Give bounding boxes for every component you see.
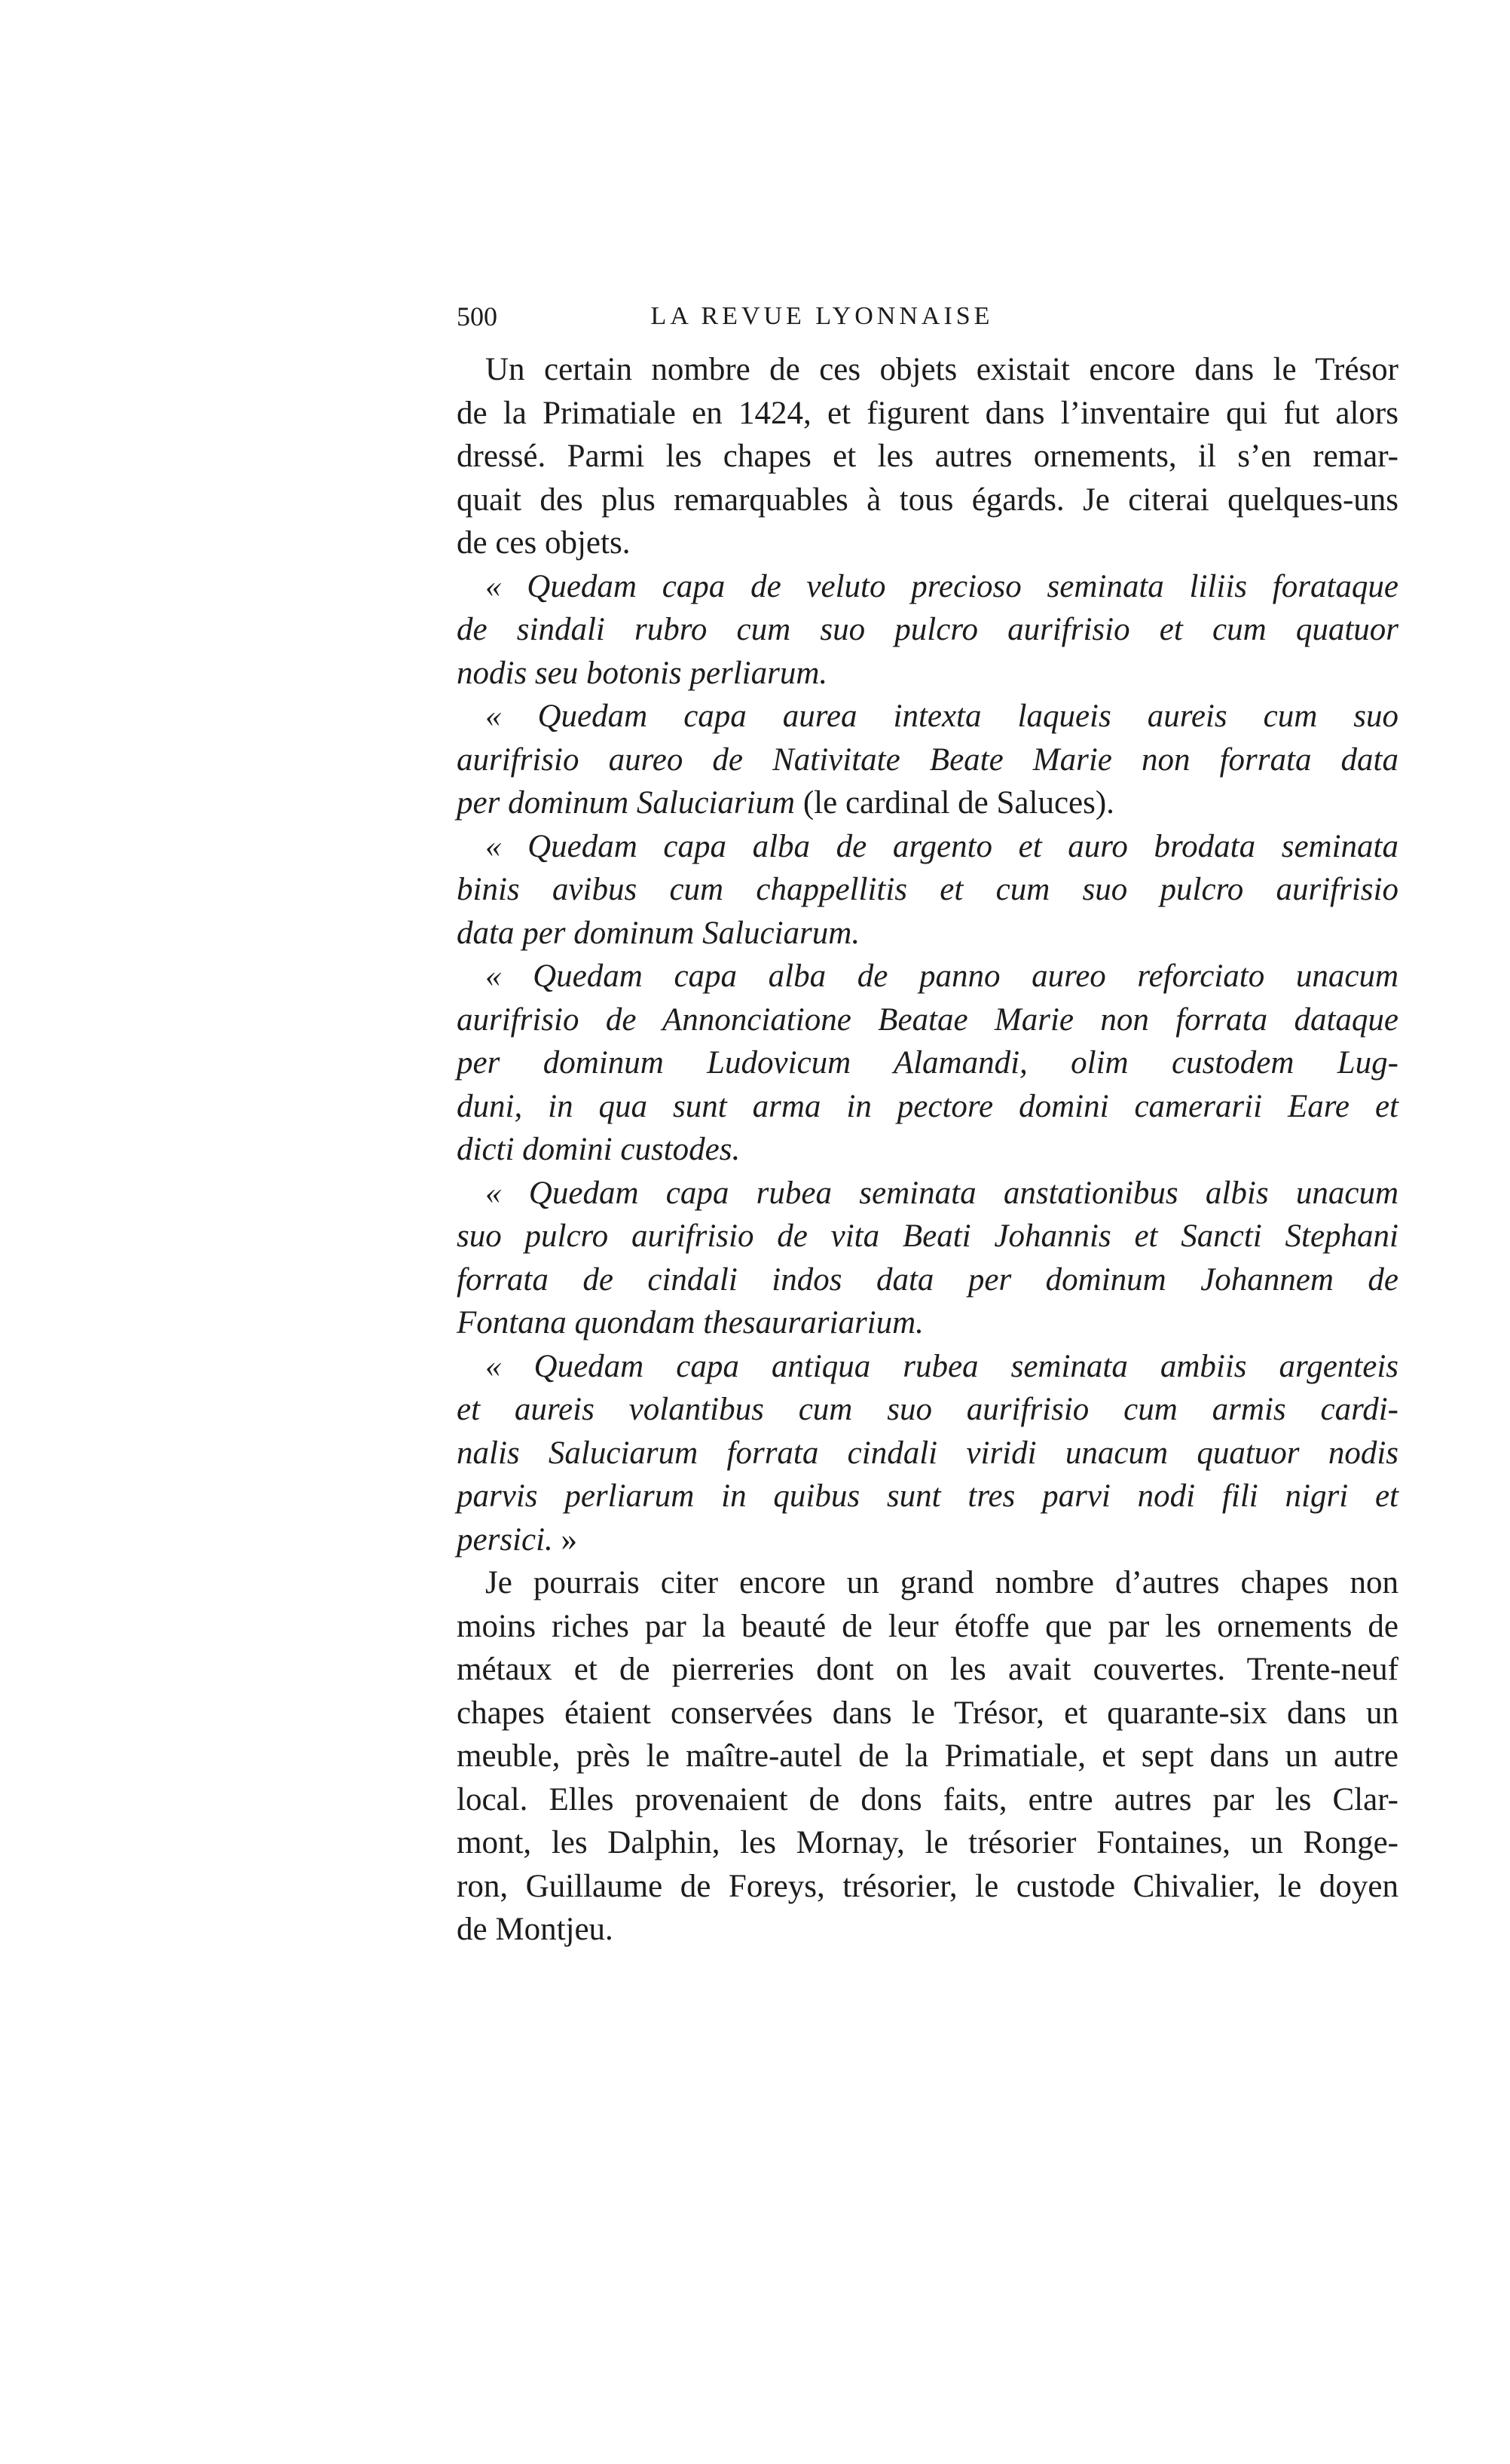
text-line-content: de ces objets. — [457, 525, 631, 561]
text-line — [457, 1085, 1398, 1129]
text-line — [457, 1432, 1398, 1475]
text-line-content: nalis Saluciarum forrata cindali viridi unacum quatuor nodis — [457, 1435, 1398, 1471]
text-line — [457, 1172, 1398, 1215]
text-line-content: local. Elles provenaient de dons faits, entre autres par les Clar- — [457, 1781, 1398, 1817]
text-line — [457, 1821, 1398, 1865]
text-line — [457, 1908, 1398, 1952]
text-line — [457, 1301, 1398, 1345]
text-line-content: de la Primatiale en 1424, et figurent dans l’inventaire qui fut alors — [457, 395, 1398, 431]
text-line-content: parvis perliarum in quibus sunt tres parvi nodi fili nigri et — [457, 1478, 1398, 1514]
text-line-content: « Quedam capa rubea seminata anstationibus albis unacum — [485, 1175, 1398, 1211]
text-line — [457, 1258, 1398, 1302]
text-line — [457, 565, 1398, 609]
text-line-content: persici. — [457, 1521, 553, 1558]
text-line-content: meuble, près le maître-autel de la Primatiale, et sept dans un autre — [457, 1738, 1398, 1774]
text-line-content: « Quedam capa aurea intexta laqueis aureis cum suo — [485, 699, 1398, 734]
text-line — [457, 608, 1398, 652]
text-line — [457, 1518, 1398, 1562]
text-line — [457, 1865, 1398, 1909]
text-line — [457, 348, 1398, 392]
text-line-content: per dominum Ludovicum Alamandi, olim custodem Lug- — [457, 1045, 1398, 1081]
text-line-suffix: (le cardinal de Saluces). — [795, 785, 1114, 821]
text-line — [457, 955, 1398, 998]
text-line-content: Je pourrais citer encore un grand nombre d’autres chapes non — [485, 1565, 1398, 1600]
text-line-content: « Quedam capa alba de argento et auro brodata seminata — [485, 828, 1398, 864]
text-line — [457, 478, 1398, 522]
text-line — [457, 912, 1398, 955]
text-line — [457, 1041, 1398, 1085]
text-line — [457, 1215, 1398, 1258]
body-text — [457, 348, 1398, 1952]
text-line — [457, 998, 1398, 1042]
text-line-content: mont, les Dalphin, les Mornay, le trésorier Fontaines, un Ronge- — [457, 1825, 1398, 1860]
text-line-content: et aureis volantibus cum suo aurifrisio cum armis cardi- — [457, 1392, 1398, 1427]
text-line — [457, 868, 1398, 912]
text-line-content: moins riches par la beauté de leur étoffe que par les ornements de — [457, 1608, 1398, 1644]
text-line — [457, 1735, 1398, 1778]
text-line — [457, 695, 1398, 738]
text-line-content: dicti domini custodes. — [457, 1132, 741, 1167]
text-line — [457, 1475, 1398, 1518]
text-line-content: « Quedam capa alba de panno aureo reforciato unacum — [485, 958, 1398, 994]
text-line-content: forrata de cindali indos data per dominum Johannem de — [457, 1261, 1398, 1298]
running-head — [457, 298, 1105, 335]
text-line — [457, 738, 1398, 782]
text-line-content: binis avibus cum chappellitis et cum suo pulcro aurifrisio — [457, 872, 1398, 907]
text-line-content: dressé. Parmi les chapes et les autres ornements, il s’en remar- — [457, 439, 1398, 474]
text-line-content: per dominum Saluciarium — [457, 785, 796, 821]
text-line-content: quait des plus remarquables à tous égards. Je citerai quelques-uns — [457, 481, 1398, 518]
text-line — [457, 435, 1398, 478]
text-line — [457, 392, 1398, 436]
text-line-content: aurifrisio de Annonciatione Beatae Marie non forrata dataque — [457, 1001, 1398, 1038]
text-line — [457, 1692, 1398, 1735]
text-line-content: aurifrisio aureo de Nativitate Beate Marie non forrata data — [457, 741, 1398, 778]
text-line — [457, 1605, 1398, 1649]
text-line — [457, 1388, 1398, 1432]
text-line — [457, 521, 1398, 565]
text-line — [457, 1561, 1398, 1605]
text-line-suffix: » — [552, 1521, 578, 1558]
text-line — [457, 1648, 1398, 1692]
text-line-content: de Montjeu. — [457, 1912, 613, 1947]
text-line-content: Un certain nombre de ces objets existait encore dans le Trésor — [485, 352, 1398, 387]
text-line-content: ron, Guillaume de Foreys, trésorier, le custode Chivalier, le doyen — [457, 1868, 1398, 1904]
text-line-content: « Quedam capa antiqua rubea seminata ambiis argenteis — [485, 1348, 1398, 1384]
text-line-content: Fontana quondam thesaurariarium. — [457, 1305, 924, 1341]
journal-title: LA REVUE LYONNAISE — [650, 302, 994, 330]
text-line-content: data per dominum Saluciarum. — [457, 915, 860, 951]
text-line — [457, 1778, 1398, 1822]
text-line-content: de sindali rubro cum suo pulcro aurifrisio et cum quatuor — [457, 612, 1398, 647]
text-line — [457, 825, 1398, 869]
text-line — [457, 1128, 1398, 1172]
text-line-content: chapes étaient conservées dans le Trésor, et quarante-six dans un — [457, 1695, 1398, 1731]
text-line-content: suo pulcro aurifrisio de vita Beati Johannis et Sancti Stephani — [457, 1218, 1398, 1254]
text-line — [457, 1345, 1398, 1389]
text-line-content: nodis seu botonis perliarum. — [457, 655, 828, 691]
text-line-content: duni, in qua sunt arma in pectore domini camerarii Eare et — [457, 1088, 1398, 1124]
page-number: 500 — [457, 301, 497, 332]
text-line — [457, 652, 1398, 695]
text-line-content: métaux et de pierreries dont on les avait couvertes. Trente-neuf — [457, 1652, 1398, 1687]
text-line — [457, 781, 1398, 825]
text-line-content: « Quedam capa de veluto precioso seminata liliis forataque — [485, 568, 1398, 604]
